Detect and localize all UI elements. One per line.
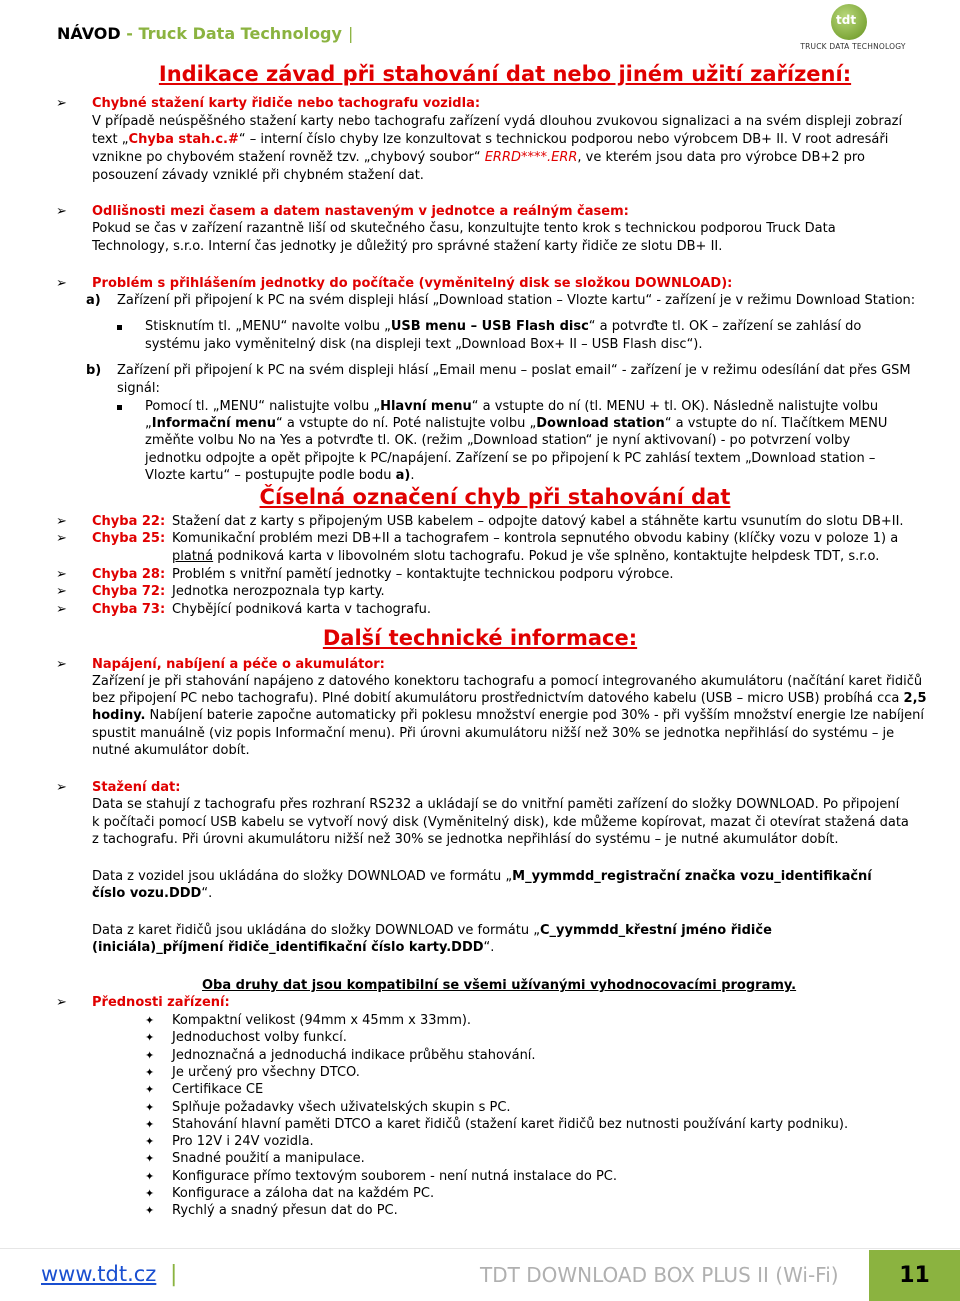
error-text: platná podniková karta v libovolném slotu tachografu. Pokud je vše splněno, kontaktujte helpdesk TDT, s.r.o.	[172, 549, 880, 564]
error-text: Komunikační problém mezi DB+II a tachografem – kontrola sepnutého obvodu kabiny (klíčky vozu v poloze 1) a	[172, 531, 899, 546]
star-bullet-icon: ✦	[145, 1049, 155, 1062]
tdt-logo	[798, 4, 908, 54]
paragraph-line: V případě neúspěšného stažení karty nebo tachografu zařízení vydá dlouhou zvukovou signalizaci a na svém displeji zobrazí	[92, 114, 903, 129]
square-bullet-icon	[117, 405, 122, 410]
arrowhead-bullet-icon: ➢	[56, 276, 67, 291]
arrowhead-bullet-icon: ➢	[56, 531, 67, 546]
section-title-tech-info: Další technické informace:	[322, 626, 638, 650]
star-bullet-icon: ✦	[145, 1014, 155, 1027]
paragraph-line: (iniciála)_příjmení řidiče_identifikační číslo karty.DDD“.	[92, 940, 495, 955]
compatibility-note: Oba druhy dat jsou kompatibilní se všemi užívanými vyhodnocovacími programy.	[202, 978, 797, 993]
arrowhead-bullet-icon: ➢	[56, 602, 67, 617]
paragraph-line: hodiny. Nabíjení baterie započne automaticky při poklesu množství energie pod 30% - při vyšším množství energie lze nabíjení	[92, 708, 924, 723]
paragraph-line: Stisknutím tl. „MENU“ navolte volbu „USB menu – USB Flash disc“ a potvrďte tl. OK – zařízení se zahlásí do	[145, 319, 862, 334]
paragraph-line: Data z vozidel jsou ukládána do složky DOWNLOAD ve formátu „M_yymmdd_registrační značka vozu_identifikační	[92, 869, 872, 884]
time-diff-heading: Odlišnosti mezi časem a datem nastaveným v jednotce a reálným časem:	[92, 204, 629, 219]
star-bullet-icon: ✦	[145, 1170, 155, 1183]
footer-product-title: TDT DOWNLOAD BOX PLUS II (Wi-Fi)	[480, 1263, 839, 1287]
paragraph-line: jednotku odpojte a opět připojte k PC/napájení. Zařízení se po připojení k PC zahlásí textem „Download station –	[145, 451, 876, 466]
square-bullet-icon	[117, 325, 122, 330]
arrowhead-bullet-icon: ➢	[56, 780, 67, 795]
star-bullet-icon: ✦	[145, 1083, 155, 1096]
arrowhead-bullet-icon: ➢	[56, 514, 67, 529]
paragraph-line: Pomocí tl. „MENU“ nalistujte volbu „Hlavní menu“ a vstupte do ní (tl. MENU + tl. OK). Následně nalistujte volbu	[145, 399, 879, 414]
error-code: Chyba 73:	[92, 602, 166, 617]
star-bullet-icon: ✦	[145, 1031, 155, 1044]
arrowhead-bullet-icon: ➢	[56, 204, 67, 219]
star-bullet-icon: ✦	[145, 1066, 155, 1079]
paragraph-line: Zařízení při připojení k PC na svém displeji hlásí „Download station – Vlozte kartu“ - zařízení je v režimu Download Station:	[117, 293, 916, 308]
advantage-item: Snadné použití a manipulace.	[172, 1151, 365, 1166]
paragraph-line: Vlozte kartu“ – postupujte podle bodu a).	[145, 468, 415, 483]
advantage-item: Konfigurace a záloha dat na každém PC.	[172, 1186, 435, 1201]
advantage-item: Stahování hlavní paměti DTCO a karet řidičů (stažení karet řidičů bez nutnosti používání karty podniku).	[172, 1117, 849, 1132]
header-separator: |	[347, 24, 354, 43]
paragraph-line: systému jako vyměnitelný disk (na displeji text „Download Box+ II – USB Flash disc“).	[145, 337, 703, 352]
arrowhead-bullet-icon: ➢	[56, 995, 67, 1010]
header-subtitle: Truck Data Technology	[138, 24, 342, 43]
fault-download-heading: Chybné stažení karty řidiče nebo tachografu vozidla:	[92, 96, 481, 111]
item-label-b: b)	[86, 363, 102, 378]
paragraph-line: spustit manuálně (viz popis Informační menu). Při úrovni akumulátoru nižší než 30% se jednotka nepřihlásí do systému – je	[92, 726, 895, 741]
download-heading: Stažení dat:	[92, 780, 181, 795]
paragraph-line: z tachografu. Při úrovni akumulátoru nižší než 30% se jednotka nepřihlásí do systému – je nutné akumulátor dobít.	[92, 832, 839, 847]
running-header	[57, 24, 353, 50]
paragraph-line: vznikne po chybovém stažení rovněž tzv. „chybový soubor“ ERRD****.ERR, ve kterém jsou data pro výrobce DB+2 pro	[92, 150, 865, 165]
page-number: 11	[869, 1250, 960, 1301]
advantage-item: Splňuje požadavky všech uživatelských skupin s PC.	[172, 1100, 511, 1115]
star-bullet-icon: ✦	[145, 1135, 155, 1148]
paragraph-line: bez připojení PC nebo tachografu). Plné dobití akumulátoru prostřednictvím datového kabelu (USB – micro USB) probíhá cca 2,5	[92, 691, 927, 706]
footer-website-link[interactable]: www.tdt.cz	[41, 1262, 157, 1286]
star-bullet-icon: ✦	[145, 1101, 155, 1114]
error-code: Chyba 72:	[92, 584, 166, 599]
star-bullet-icon: ✦	[145, 1187, 155, 1200]
arrowhead-bullet-icon: ➢	[56, 567, 67, 582]
footer-rule	[0, 1248, 960, 1249]
paragraph-line: číslo vozu.DDD“.	[92, 886, 213, 901]
advantage-item: Kompaktní velikost (94mm x 45mm x 33mm).	[172, 1013, 472, 1028]
error-text: Chybějící podniková karta v tachografu.	[172, 602, 432, 617]
star-bullet-icon: ✦	[145, 1152, 155, 1165]
paragraph-line: Data se stahují z tachografu přes rozhraní RS232 a ukládají se do vnitřní paměti zařízení do složky DOWNLOAD. Po připojení	[92, 797, 900, 812]
item-label-a: a)	[86, 293, 101, 308]
paragraph-line: text „Chyba stah.c.#“ – interní číslo chyby lze konzultovat s technickou podporou nebo výrobcem DB+ II. V root adresáři	[92, 132, 889, 147]
paragraph-line: Data z karet řidičů jsou ukládána do složky DOWNLOAD ve formátu „C_yymmdd_křestní jméno řidiče	[92, 923, 772, 938]
logo-caption: TRUCK DATA TECHNOLOGY	[800, 42, 906, 51]
star-bullet-icon: ✦	[145, 1118, 155, 1131]
arrowhead-bullet-icon: ➢	[56, 584, 67, 599]
advantage-item: Jednoznačná a jednoduchá indikace průběhu stahování.	[172, 1048, 536, 1063]
section-title-error-codes: Číselná označení chyb při stahování dat	[259, 485, 731, 509]
login-problem-heading: Problém s přihlášením jednotky do počítače (vyměnitelný disk se složkou DOWNLOAD):	[92, 276, 733, 291]
section-title-faults: Indikace závad při stahování dat nebo jiném užití zařízení:	[158, 62, 852, 86]
footer-separator: |	[170, 1262, 178, 1287]
paragraph-line: posouzení závady vzniklé při chybném stažení dat.	[92, 168, 424, 183]
paragraph-line: nutné akumulátor dobít.	[92, 743, 250, 758]
advantage-item: Konfigurace přímo textovým souborem - není nutná instalace do PC.	[172, 1169, 618, 1184]
error-code: Chyba 22:	[92, 514, 166, 529]
header-nav: NÁVOD	[57, 24, 121, 43]
paragraph-line: signál:	[117, 381, 160, 396]
advantage-item: Jednoduchost volby funkcí.	[172, 1030, 347, 1045]
error-text: Jednotka nerozpoznala typ karty.	[172, 584, 385, 599]
header-dash: -	[120, 24, 139, 43]
paragraph-line: Technology, s.r.o. Interní čas jednotky je důležitý pro správné stažení karty řidiče ze slotu DB+ II.	[92, 239, 723, 254]
paragraph-line: Pokud se čas v zařízení razantně liší od skutečného času, konzultujte tento krok s technickou podporou Truck Data	[92, 221, 836, 236]
paragraph-line: Zařízení při připojení k PC na svém displeji hlásí „Email menu – poslat email“ - zařízení je v režimu odesílání dat přes GSM	[117, 363, 911, 378]
error-text: Stažení dat z karty s připojeným USB kabelem – odpojte datový kabel a stáhněte kartu vsunutím do slotu DB+II.	[172, 514, 904, 529]
arrowhead-bullet-icon: ➢	[56, 657, 67, 672]
advantages-heading: Přednosti zařízení:	[92, 995, 230, 1010]
advantage-item: Pro 12V i 24V vozidla.	[172, 1134, 314, 1149]
logo-text: tdt	[836, 13, 857, 27]
paragraph-line: změňte volbu No na Yes a potvrďte tl. OK. (režim „Download station“ je nyní aktivovaní) - po potvrzení volby	[145, 433, 851, 448]
error-code: Chyba 28:	[92, 567, 166, 582]
paragraph-line: k počítači pomocí USB kabelu se vytvoří nový disk (Vyměnitelný disk), kde můžeme kopírovat, mazat či otevírat stažená data	[92, 815, 909, 830]
paragraph-line: „Informační menu“ a vstupte do ní. Poté nalistujte volbu „Download station“ a vstupte do ní. Tlačítkem MENU	[145, 416, 888, 431]
error-code: Chyba 25:	[92, 531, 166, 546]
paragraph-line: Zařízení je při stahování napájeno z datového konektoru tachografu a pomocí integrovaného akumulátoru (načítání karet řidičů	[92, 674, 923, 689]
power-heading: Napájení, nabíjení a péče o akumulátor:	[92, 657, 385, 672]
error-text: Problém s vnitřní pamětí jednotky – kontaktujte technickou podporu výrobce.	[172, 567, 674, 582]
advantage-item: Certifikace CE	[172, 1082, 264, 1097]
advantage-item: Je určený pro všechny DTCO.	[172, 1065, 360, 1080]
advantage-item: Rychlý a snadný přesun dat do PC.	[172, 1203, 398, 1218]
star-bullet-icon: ✦	[145, 1204, 155, 1217]
arrowhead-bullet-icon: ➢	[56, 96, 67, 111]
